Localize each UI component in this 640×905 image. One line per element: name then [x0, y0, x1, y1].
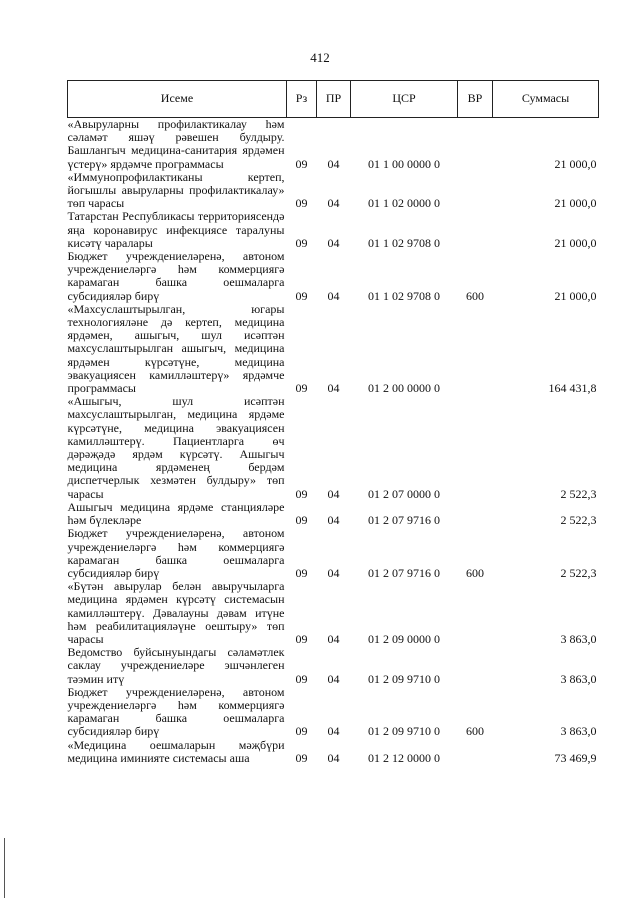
row-name: Ведомство буйсынуындагы сәламәтлек саклау учреждениеләре эшчәнлеген тәэмин итү — [67, 645, 285, 686]
row-rz: 09 — [295, 631, 308, 646]
table-body — [68, 118, 599, 765]
row-sum: 3 863,0 — [560, 631, 597, 646]
header-name: Исеме — [68, 81, 287, 118]
row-sum: 2 522,3 — [560, 486, 597, 501]
row-vr — [458, 395, 493, 501]
row-csr: 01 1 00 0000 0 — [368, 156, 440, 171]
row-sum: 2 522,3 — [560, 565, 597, 580]
table-row — [68, 580, 599, 646]
row-csr: 01 2 07 0000 0 — [368, 486, 440, 501]
row-pr: 04 — [327, 288, 340, 303]
row-sum: 21 000,0 — [554, 196, 597, 211]
row-pr: 04 — [327, 671, 340, 686]
row-rz: 09 — [295, 750, 308, 765]
row-csr: 01 2 09 9710 0 — [368, 724, 440, 739]
row-rz: 09 — [295, 156, 308, 171]
row-pr: 04 — [327, 156, 340, 171]
table-row — [68, 527, 599, 580]
table-row — [68, 739, 599, 765]
row-csr: 01 1 02 9708 0 — [368, 288, 440, 303]
row-vr — [458, 118, 493, 171]
row-sum: 3 863,0 — [560, 671, 597, 686]
row-pr: 04 — [327, 513, 340, 528]
table-header — [68, 81, 599, 118]
row-name: «Иммунопрофилактиканы кертеп, йогышлы авыруларны профилактикалау» төп чарасы — [67, 169, 285, 211]
row-rz: 09 — [295, 288, 308, 303]
row-pr: 04 — [327, 631, 340, 646]
row-name: «Авыруларны профилактикалау һәм сәламәт яшәү рәвешен булдыру. Башлангыч медицина-санитария ярдәмен үстерү» ярдәмче программасы — [67, 117, 285, 171]
row-name: Бюджет учреждениеләренә, автоном учреждениеләргә һәм коммерциягә карамаган башка оешмаларга субсидияләр бирү — [67, 526, 285, 580]
row-name: Бюджет учреждениеләренә, автоном учреждениеләргә һәм коммерциягә карамаган башка оешмаларга субсидияләр бирү — [67, 249, 285, 303]
row-vr — [458, 739, 493, 765]
row-pr: 04 — [327, 196, 340, 211]
row-sum: 2 522,3 — [560, 513, 597, 528]
row-vr: 600 — [466, 288, 484, 303]
row-csr: 01 2 09 9710 0 — [368, 671, 440, 686]
row-rz: 09 — [295, 235, 308, 250]
row-csr: 01 2 12 0000 0 — [368, 750, 440, 765]
row-pr: 04 — [327, 235, 340, 250]
table-row — [68, 501, 599, 527]
row-name: «Бүтән авырулар белән авыручыларга медицина ярдәмен күрсәтү системасын камилләштерү. Дәвалауны дәвам итүне һәм реабилитацияләүне оештыру» төп чарасы — [67, 579, 285, 646]
budget-table-container — [67, 80, 598, 765]
row-name: «Махсуслаштырылган, югары технологияләне дә кертеп, медицина ярдәмен, ашыгыч, шул исәптән махсуслаштырылган ашыгыч, медицина ярдәмен күрсәтүне, медицина эвакуациясен камилләштерү» ярдәмче программасы — [67, 301, 285, 396]
row-rz: 09 — [295, 513, 308, 528]
table-row — [68, 646, 599, 686]
row-rz: 09 — [295, 565, 308, 580]
row-vr — [458, 501, 493, 527]
header-vr: ВР — [458, 81, 493, 118]
row-csr: 01 2 09 0000 0 — [368, 631, 440, 646]
row-csr: 01 2 07 9716 0 — [368, 565, 440, 580]
row-sum: 73 469,9 — [554, 750, 597, 765]
row-vr: 600 — [466, 724, 484, 739]
row-sum: 21 000,0 — [554, 235, 597, 250]
row-name: Бюджет учреждениеләренә, автоном учреждениеләргә һәм коммерциягә карамаган башка оешмаларга субсидияләр бирү — [67, 684, 285, 739]
header-rz: Рз — [287, 81, 317, 118]
row-sum: 164 431,8 — [548, 381, 597, 396]
header-row — [68, 81, 599, 118]
row-vr — [458, 646, 493, 686]
page-number: 412 — [310, 50, 330, 65]
row-pr: 04 — [327, 486, 340, 501]
row-vr: 600 — [466, 565, 484, 580]
header-sum: Суммасы — [493, 81, 599, 118]
row-vr — [458, 580, 493, 646]
row-rz: 09 — [295, 486, 308, 501]
row-pr: 04 — [327, 750, 340, 765]
budget-table — [67, 80, 599, 765]
scan-edge-line — [4, 838, 5, 898]
row-name: «Медицина оешмаларын мәҗбүри медицина иминияте системасы аша — [67, 737, 285, 765]
row-sum: 21 000,0 — [554, 288, 597, 303]
table-row — [68, 171, 599, 211]
row-vr — [458, 303, 493, 395]
table-row — [68, 210, 599, 250]
row-pr: 04 — [327, 381, 340, 396]
row-name: Татарстан Республикасы территориясендә яңа коронавирус инфекциясе таралуны кисәтү чаралары — [67, 209, 285, 250]
row-vr — [458, 171, 493, 211]
row-name: «Ашыгыч, шул исәптән махсуслаштырылган, медицина ярдәме күрсәтүне, медицина эвакуациясен камилләштерү. Пациентларга өч дәрәҗәдә ярдәм күрсәтү. Ашыгыч медицина ярдәменең бердәм диспетчерлык хезмәтен булдыру» төп чарасы — [67, 394, 285, 501]
row-name: Ашыгыч медицина ярдәме станцияләре һәм бүлекләре — [67, 499, 285, 528]
table-row — [68, 303, 599, 395]
table-row — [68, 395, 599, 501]
row-rz: 09 — [295, 671, 308, 686]
row-sum: 21 000,0 — [554, 156, 597, 171]
row-rz: 09 — [295, 196, 308, 211]
table-row — [68, 686, 599, 739]
row-rz: 09 — [295, 381, 308, 396]
header-csr: ЦСР — [351, 81, 458, 118]
row-csr: 01 1 02 9708 0 — [368, 235, 440, 250]
row-vr — [458, 210, 493, 250]
table-row — [68, 118, 599, 171]
row-sum: 3 863,0 — [560, 724, 597, 739]
row-pr: 04 — [327, 565, 340, 580]
row-csr: 01 2 00 0000 0 — [368, 381, 440, 396]
row-pr: 04 — [327, 724, 340, 739]
row-csr: 01 2 07 9716 0 — [368, 513, 440, 528]
table-row — [68, 250, 599, 303]
row-csr: 01 1 02 0000 0 — [368, 196, 440, 211]
row-rz: 09 — [295, 724, 308, 739]
header-pr: ПР — [317, 81, 351, 118]
